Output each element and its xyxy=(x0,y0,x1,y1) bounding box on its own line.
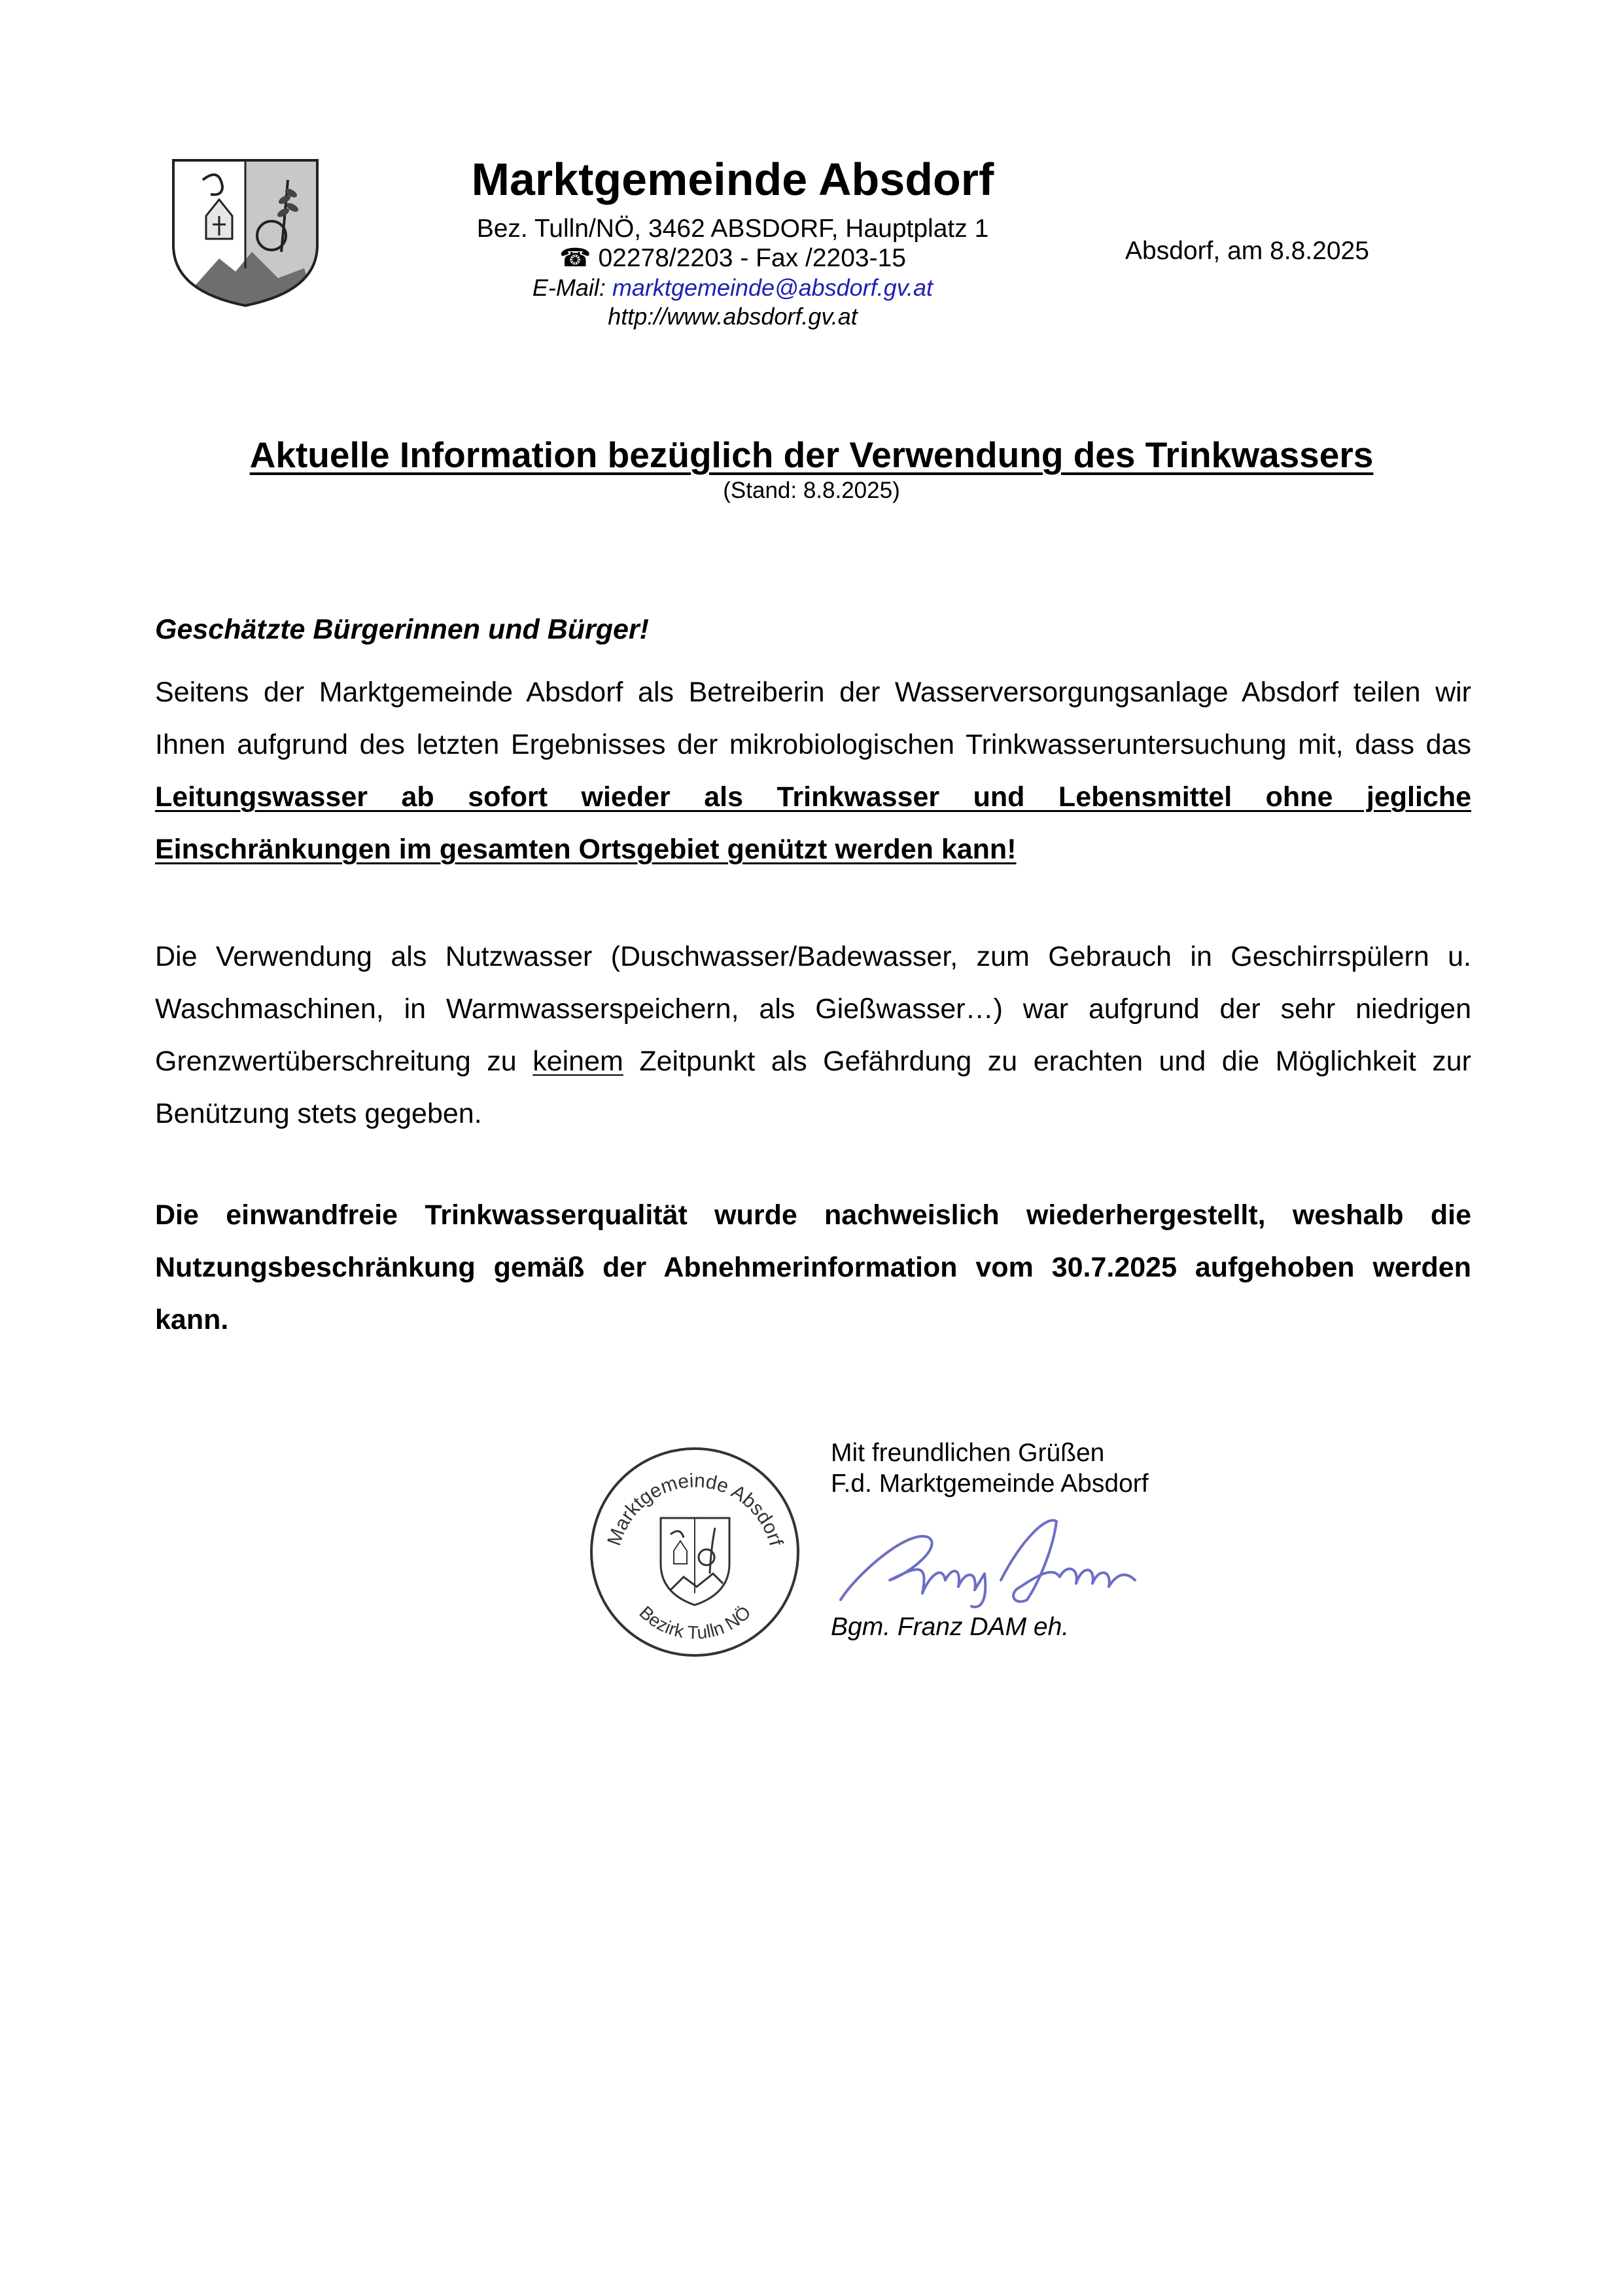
document-date: Absdorf, am 8.8.2025 xyxy=(1125,237,1369,265)
organization-email xyxy=(406,274,1060,302)
seal-top-text-path: Marktgemeinde Absdorf xyxy=(603,1470,787,1549)
phone-icon: ☎ xyxy=(559,244,591,272)
closing-regards: Mit freundlichen Grüßen xyxy=(831,1439,1105,1467)
greeting: Geschätzte Bürgerinnen und Bürger! xyxy=(155,614,649,645)
email-label: E-Mail: xyxy=(532,274,612,301)
paragraph-1-emphasis: Leitungswasser ab sofort wieder als Trinkwasser und Lebensmittel ohne jegliche Einschränkungen im gesamten Ortsgebiet genützt werden kann! xyxy=(155,781,1471,865)
official-seal-stamp xyxy=(585,1443,805,1662)
phone-fax-text: 02278/2203 - Fax /2203-15 xyxy=(591,244,906,272)
handwritten-signature xyxy=(831,1502,1145,1613)
organization-website[interactable]: http://www.absdorf.gv.at xyxy=(608,303,858,330)
document-stand: (Stand: 8.8.2025) xyxy=(723,478,900,503)
paragraph-1 xyxy=(155,666,1471,875)
document-title xyxy=(0,434,1623,476)
paragraph-2-text-end: Zeitpunkt als Gefährdung zu erachten und die Möglichkeit zur Benützung stets gegeben. xyxy=(155,1046,1471,1129)
seal-bottom-text xyxy=(635,1602,754,1642)
seal-bottom-text-path: Bezirk Tulln NÖ xyxy=(635,1602,755,1643)
coat-of-arms-logo xyxy=(167,154,324,311)
email-link[interactable]: marktgemeinde@absdorf.gv.at xyxy=(612,274,934,301)
closing-on-behalf: F.d. Marktgemeinde Absdorf xyxy=(831,1470,1149,1498)
paragraph-2 xyxy=(155,930,1471,1140)
paragraph-2-text-start: Die Verwendung als Nutzwasser (Duschwasser/Badewasser, zum Gebrauch in Geschirrspülern u. Waschmaschinen, in Warmwasserspeichern, als Gießwasser…) war aufgrund der sehr niedrigen Grenzwertüberschreitung zu xyxy=(155,941,1471,1077)
paragraph-1-text: Seitens der Marktgemeinde Absdorf als Betreiberin der Wasserversorgungsanlage Absdorf teilen wir Ihnen aufgrund des letzten Ergebnisses der mikrobiologischen Trinkwasseruntersuchung mit, dass das xyxy=(155,677,1471,760)
document-title-text: Aktuelle Information bezüglich der Verwendung des Trinkwassers xyxy=(249,434,1374,475)
organization-name: Marktgemeinde Absdorf xyxy=(471,154,994,205)
organization-address: Bez. Tulln/NÖ, 3462 ABSDORF, Hauptplatz 1 xyxy=(476,215,989,243)
paragraph-3: Die einwandfreie Trinkwasserqualität wurde nachweislich wiederhergestellt, weshalb die Nutzungsbeschränkung gemäß der Abnehmerinformation vom 30.7.2025 aufgehoben werden kann. xyxy=(155,1199,1471,1335)
organization-phone xyxy=(406,243,1060,274)
signer-name: Bgm. Franz DAM eh. xyxy=(831,1613,1070,1641)
paragraph-2-underlined: keinem xyxy=(532,1046,623,1077)
